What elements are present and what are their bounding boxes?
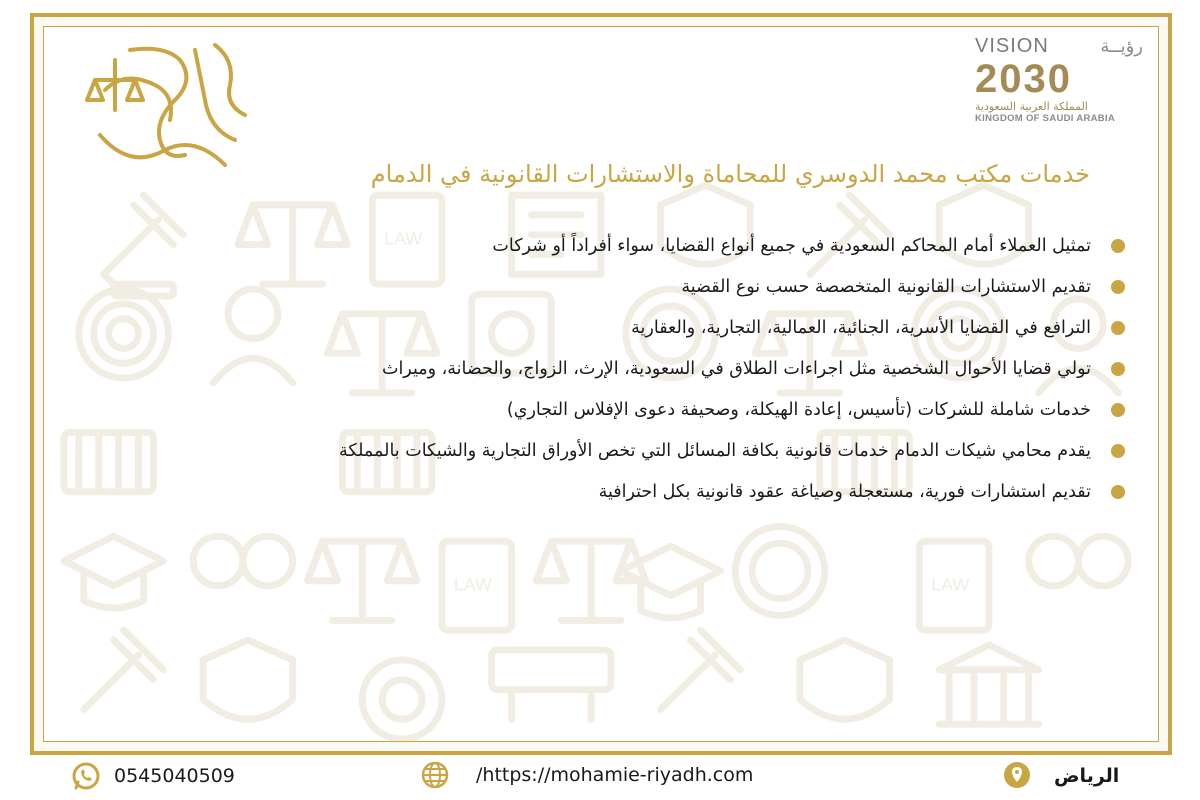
vision-2030-logo: [975, 35, 1155, 135]
website-url: /https://mohamie-riyadh.com: [476, 764, 754, 786]
footer-website[interactable]: [420, 760, 753, 790]
list-item: [65, 307, 1125, 348]
location-pin-icon: [1002, 760, 1032, 792]
bullet-icon: [1111, 280, 1125, 294]
list-item: [65, 348, 1125, 389]
globe-icon: [420, 760, 450, 790]
phone-number: 0545040509: [114, 765, 235, 787]
svg-text:LAW: LAW: [384, 228, 423, 249]
vision-sub-ar: المملكة العربية السعودية: [975, 100, 1088, 113]
vision-sub-en: KINGDOM OF SAUDI ARABIA: [975, 113, 1116, 124]
vision-year: 2030: [975, 57, 1072, 101]
service-text: تولي قضايا الأحوال الشخصية مثل اجراءات الطلاق في السعودية، الإرث، الزواج، والحضانة، وميراث: [381, 358, 1091, 379]
footer-phone[interactable]: [70, 760, 235, 792]
footer-location[interactable]: [1002, 760, 1119, 792]
list-item: [65, 266, 1125, 307]
whatsapp-icon: [70, 760, 102, 792]
service-text: يقدم محامي شيكات الدمام خدمات قانونية بكافة المسائل التي تخص الأوراق التجارية والشيكات بالمملكة: [339, 440, 1091, 461]
service-text: الترافع في القضايا الأسرية، الجنائية، العمالية، التجارية، والعقارية: [631, 317, 1091, 338]
list-item: [65, 471, 1125, 512]
bullet-icon: [1111, 321, 1125, 335]
vision-en-label: VISION: [975, 35, 1049, 57]
service-text: خدمات شاملة للشركات (تأسيس، إعادة الهيكلة، وصحيفة دعوى الإفلاس التجاري): [506, 399, 1091, 420]
bullet-icon: [1111, 403, 1125, 417]
service-text: تقديم الاستشارات القانونية المتخصصة حسب نوع القضية: [681, 276, 1091, 297]
footer: [0, 755, 1200, 800]
svg-text:LAW: LAW: [931, 574, 970, 595]
vision-ar-label: رؤيــة: [1100, 36, 1143, 57]
bullet-icon: [1111, 239, 1125, 253]
svg-text:LAW: LAW: [453, 574, 492, 595]
location-label: الرياض: [1054, 765, 1120, 787]
services-list: [65, 225, 1125, 512]
page-title: خدمات مكتب محمد الدوسري للمحاماة والاستشارات القانونية في الدمام: [370, 160, 1090, 188]
bullet-icon: [1111, 362, 1125, 376]
list-item: [65, 225, 1125, 266]
bullet-icon: [1111, 444, 1125, 458]
list-item: [65, 430, 1125, 471]
list-item: [65, 389, 1125, 430]
bullet-icon: [1111, 485, 1125, 499]
muhammad-calligraphy-logo: [85, 40, 255, 175]
service-text: تمثيل العملاء أمام المحاكم السعودية في جميع أنواع القضايا، سواء أفراداً أو شركات: [492, 235, 1091, 256]
service-text: تقديم استشارات فورية، مستعجلة وصياغة عقود قانونية بكل احترافية: [598, 481, 1091, 502]
